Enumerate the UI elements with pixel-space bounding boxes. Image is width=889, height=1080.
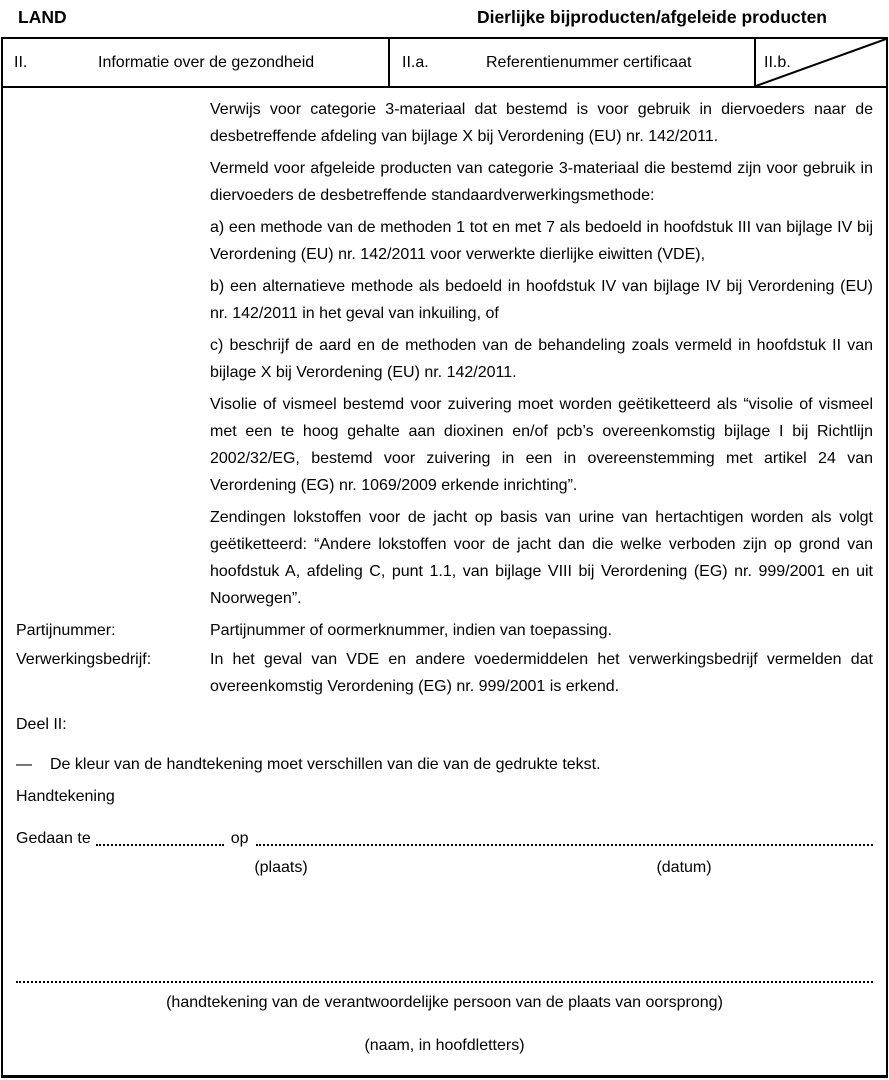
done-at-captions <box>16 854 873 881</box>
instruction-paragraph: Visolie of vismeel bestemd voor zuivering moet worden geëtiketteerd als “visolie of vismeel met een te hoog gehalte aan dioxinen en/of pcb’s overeenkomstig bijlage I bij Richtlijn 2002/32/EG, bestemd voor zuivering in een in overeenstemming met artikel 24 van Verordening (EG) nr. 1069/2009 erkende inrichting”. <box>210 396 873 494</box>
done-at-middle: op <box>230 830 249 847</box>
section-label-reference-number: Referentienummer certificaat <box>486 53 692 71</box>
document-header <box>0 0 889 28</box>
signature-caption: (handtekening van de verantwoordelijke persoon van de plaats van oorsprong) <box>166 994 723 1011</box>
done-at-line <box>16 825 873 852</box>
date-fill-in-line <box>256 825 873 846</box>
date-caption: (datum) <box>656 859 712 876</box>
signature-section-label: Handtekening <box>16 788 115 805</box>
field-row-batch-number <box>16 617 873 644</box>
section-code-iib: II.b. <box>764 53 791 71</box>
section-label-health-info: Informatie over de gezondheid <box>98 53 315 71</box>
instruction-paragraph: Vermeld voor afgeleide producten van categorie 3-materiaal die bestemd zijn voor gebruik in diervoeders de desbetreffende standaardverwerkingsmethode: <box>210 160 873 204</box>
header-cell-iib <box>756 39 886 86</box>
header-cell-health-info <box>3 39 390 86</box>
place-caption: (plaats) <box>254 859 308 876</box>
name-caption: (naam, in hoofdletters) <box>364 1037 525 1054</box>
header-cell-reference-number <box>390 39 756 86</box>
part-ii-label: Deel II: <box>16 716 67 733</box>
instruction-paragraph: Verwijs voor categorie 3-materiaal dat bestemd is voor gebruik in diervoeders naar de desbetreffende afdeling van bijlage X bij Verordening (EU) nr. 142/2011. <box>210 101 873 145</box>
certificate-body <box>3 88 886 1075</box>
field-row-processing-plant <box>16 646 873 700</box>
section-code-iia: II.a. <box>402 53 429 71</box>
signature-colour-note <box>16 751 873 778</box>
field-text-processing-plant: In het geval van VDE en andere voedermiddelen het verwerkingsbedrijf vermelden dat overeenkomstig Verordening (EG) nr. 999/2001 is erkend. <box>210 651 873 695</box>
instruction-paragraph-b: b) een alternatieve methode als bedoeld in hoofdstuk IV van bijlage IV bij Verordening (EU) nr. 142/2011 in het geval van inkuiling, of <box>210 278 873 322</box>
place-fill-in-line <box>96 825 224 846</box>
field-label-batch-number: Partijnummer: <box>16 622 116 639</box>
instruction-paragraph-c: c) beschrijf de aard en de methoden van de behandeling zoals vermeld in hoofdstuk II van bijlage X bij Verordening (EU) nr. 142/2011. <box>210 337 873 381</box>
signature-fill-in-line <box>16 981 873 983</box>
field-text-batch-number: Partijnummer of oormerknummer, indien van toepassing. <box>210 622 612 639</box>
certificate-table <box>1 37 888 1078</box>
instruction-paragraph-a: a) een methode van de methoden 1 tot en met 7 als bedoeld in hoofdstuk III van bijlage IV bij Verordening (EU) nr. 142/2011 voor verwerkte dierlijke eiwitten (VDE), <box>210 219 873 263</box>
done-at-prefix: Gedaan te <box>16 830 91 847</box>
field-label-processing-plant: Verwerkingsbedrijf: <box>16 651 152 668</box>
diagonal-strikethrough-line <box>756 39 886 86</box>
section-code-ii: II. <box>14 53 28 71</box>
country-label: LAND <box>18 7 67 27</box>
dash-bullet: — <box>16 756 32 773</box>
document-title: Dierlijke bijproducten/afgeleide producten <box>476 7 827 27</box>
table-header-row <box>3 39 886 88</box>
signature-colour-note-text: De kleur van de handtekening moet verschillen van die van de gedrukte tekst. <box>50 756 601 773</box>
instruction-paragraph: Zendingen lokstoffen voor de jacht op basis van urine van hertachtigen worden als volgt geëtiketteerd: “Andere lokstoffen voor de jacht dan die welke verboden zijn op grond van hoofdstuk A, afdeling C, punt 1.1, van bijlage VIII bij Verordening (EG) nr. 999/2001 en uit Noorwegen”. <box>210 509 873 607</box>
